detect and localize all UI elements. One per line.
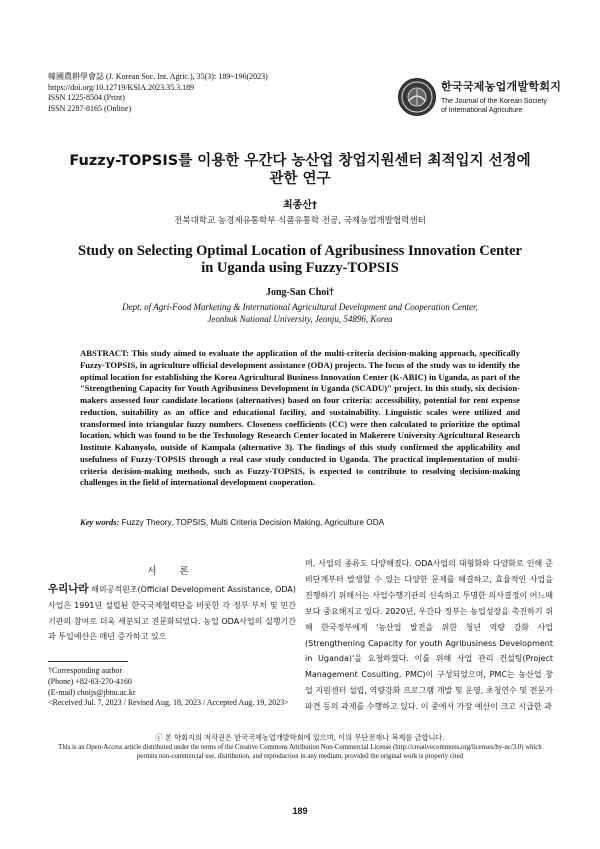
phone: (Phone) +82-63-270-4160 xyxy=(48,676,132,686)
body-column-left xyxy=(48,582,296,645)
email[interactable]: (E-mail) choijs@jbnu.ac.kr xyxy=(48,687,136,697)
intro-lead-word: 우리나라 xyxy=(48,583,89,595)
keywords xyxy=(80,517,520,527)
corresponding-author: †Corresponding author xyxy=(48,666,122,675)
society-name-korean: 한국국제농업개발학회지 xyxy=(441,80,562,93)
author-korean: 최종산† xyxy=(283,200,317,211)
copyright-english-line2: permits non-commercial use, distribution, and reproduction in any medium, provided the original work is properly cited xyxy=(136,753,464,761)
section-heading: 서 론 xyxy=(147,566,199,577)
doi-link[interactable]: https://doi.org/10.12719/KSIA.2023.35.3.189 xyxy=(48,82,195,92)
journal-citation: 韓國農耕學會誌 (J. Korean Soc. Int. Agric.), 35(3): 189~196(2023) xyxy=(48,72,268,81)
intro-text-left: 해외공적원조(Official Development Assistance, ODA) 사업은 1991년 설립된 한국국제협력단을 비롯한 각 정부 부처 및 민간기관의 참여로 더욱 세분되고 전문화되었다. 농업 ODA사업의 실행기간과 투입예산은 매년 증가하고 있으 xyxy=(48,585,296,642)
society-seal-logo xyxy=(398,78,436,116)
footnote xyxy=(48,666,289,709)
abstract: ABSTRACT: This study aimed to evaluate the application of the multi-criteria decision-making approach, specifically Fuzzy-TOPSIS, in agriculture official development assistance (ODA) projects. The focus of the study was to identify the optimal location for establishing the Korea Agricultural Business Innovation Center (K-ABIC) in Uganda, as part of the "Strengthening Capacity for Youth Agribusiness Development in Uganda (SCADU)" project. In this study, six decision-makers assessed four candidate locations (alternatives) based on four criteria: accessibility, potential for rent expense reduction, suitability as an office and educational facility, and sustainability. Linguistic scales were utilized and transformed into triangular fuzzy numbers. Closeness coefficients (CC) were then calculated to prioritize the optimal location, which was found to be the Technology Research Center located in Makerere University Agricultural Research Institute Kabanyolo, outside of Kampala (alternative 3). The findings of this study confirmed the applicability and usefulness of Fuzzy-TOPSIS through a real case study conducted in Uganda. The practical implementation of multi-criteria decision-making methods, such as Fuzzy-TOPSIS, is expected to contribute to resolving decision-making challenges in the field of international development cooperation. xyxy=(80,348,520,488)
issn-print: ISSN 1225-8504 (Print) xyxy=(48,93,125,103)
title-english: Study on Selecting Optimal Location of Agribusiness Innovation Center in Uganda using Fuzzy-TOPSIS xyxy=(78,243,522,276)
society-name-english: The Journal of the Korean Society of International Agriculture xyxy=(441,98,547,114)
title-korean: Fuzzy-TOPSIS를 이용한 우간다 농산업 창업지원센터 최적입지 선정에 관한 연구 xyxy=(69,153,531,187)
affiliation-korean: 전북대학교 농경제유통학부 식품유통학 전공, 국제농업개발협력센터 xyxy=(174,216,426,226)
received-dates: <Received Jul. 7, 2023 / Revised Aug. 18, 2023 / Accepted Aug. 19, 2023> xyxy=(48,698,289,708)
copyright-notice xyxy=(40,733,560,762)
body-column-right xyxy=(305,556,553,715)
footnote-divider xyxy=(48,661,128,662)
keywords-list: Fuzzy Theory, TOPSIS, Multi Criteria Decision Making, Agriculture ODA xyxy=(121,517,385,527)
society-name xyxy=(441,78,561,115)
author-english: Jong-San Choi† xyxy=(265,287,335,298)
issn-online: ISSN 2287-8165 (Online) xyxy=(48,103,132,113)
intro-text-right: 며, 사업의 종류도 다양해졌다. ODA사업의 대형화와 다양화로 인해 준비단계부터 발생할 수 있는 다양한 문제를 해결하고, 효율적인 사업을 진행하기 위해서는 사업수행기관의 신속하고 투명한 의사결정이 어느때보다 중요해지고 있다. 2020년, 우간다 정부는 농업성장을 촉진하기 위해 한국정부에게 '농산업 발전을 위한 청년 역량 강화 사업(Strengthening Capacity for youth Agribusiness Development in Uganda)'을 요청하였다. 이를 위해 사업 관리 컨설팅(Project Management Cosulting, PMC)이 구성되었으며, PMC는 농산업 창업 지원센터 설립, 역량강화 프로그램 개발 및 운영, 초청연수 및 전문가 파견 등의 과제를 수행하고 있다. 이 중에서 가장 예산이 크고 시급한 과 xyxy=(305,559,553,712)
keywords-label: Key words: xyxy=(80,517,120,527)
affiliation-english: Dept. of Agri-Food Marketing & International Agricultural Development and Cooperation Center, Jeonbuk National University, Jeonju, 54896, Korea xyxy=(122,302,478,324)
copyright-korean: ⓒ 본 학회지의 저작권은 한국국제농업개발학회에 있으며, 이의 무단전재나 복제를 금합니다. xyxy=(155,733,445,742)
journal-metadata xyxy=(48,72,268,114)
copyright-english-line1: This is an Open-Access article distributed under the terms of the Creative Commons Attribution Non-Commercial License (http://creativecommons.org/licenses/by-nc/3.0) which xyxy=(58,743,542,751)
page-number: 189 xyxy=(292,806,308,816)
